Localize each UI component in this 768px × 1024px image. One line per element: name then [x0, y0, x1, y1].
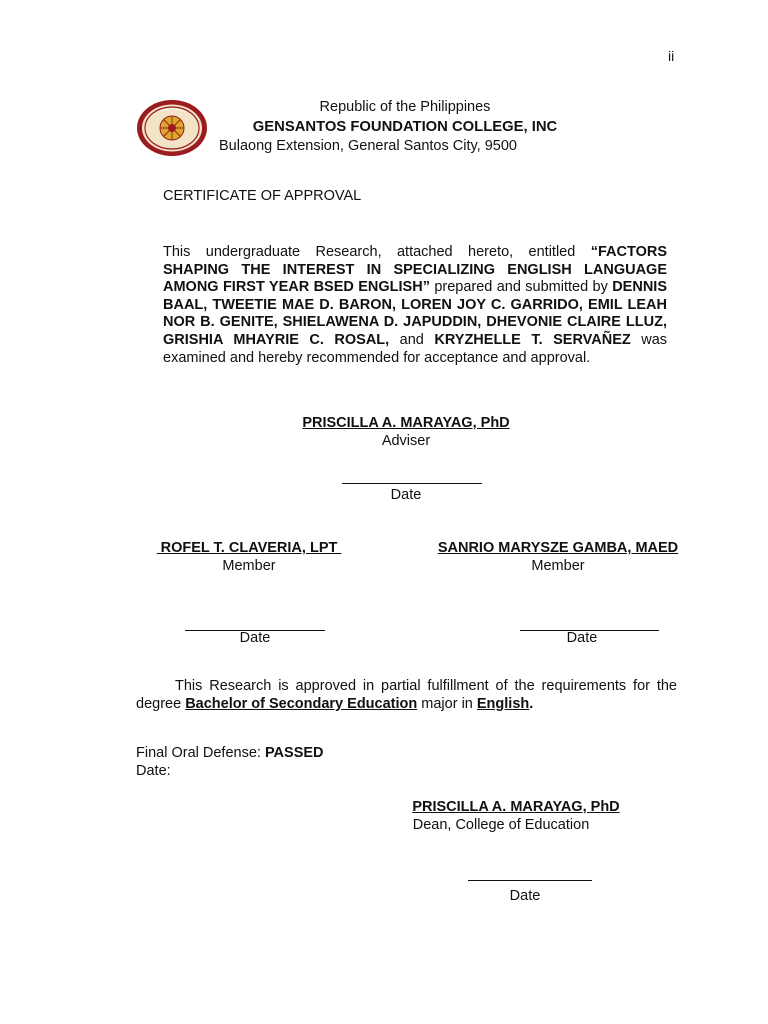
member-left-name: ROFEL T. CLAVERIA, LPT: [156, 540, 342, 556]
body-prepared-by: prepared and submitted by: [429, 279, 613, 296]
approval-text-1: This Research is approved in partial fulfillment of the requirements for the degree: [136, 678, 677, 712]
page-number: ii: [668, 48, 675, 64]
major-name: English: [476, 695, 530, 712]
certificate-body: [163, 244, 667, 367]
member-left-role: Member: [222, 557, 276, 574]
member-right-signature-block: [408, 540, 708, 575]
research-title: “FACTORS SHAPING THE INTEREST IN SPECIALIZING ENGLISH LANGUAGE AMONG FIRST YEAR BSED ENGLISH”: [163, 244, 667, 296]
defense-date-label: Date:: [136, 762, 171, 779]
member-right-name: SANRIO MARYSZE GAMBA, MAED: [437, 540, 679, 556]
college-address: Bulaong Extension, General Santos City, 9500: [219, 138, 517, 154]
degree-name: Bachelor of Secondary Education: [185, 695, 418, 712]
dean-date-label: Date: [509, 888, 541, 904]
adviser-signature-block: [256, 415, 556, 450]
author-list: DENNIS BAAL, TWEETIE MAE D. BARON, LOREN JOY C. GARRIDO, EMIL LEAH NOR B. GENITE, SHIELAWENA D. JAPUDDIN, DHEVONIE CLAIRE LLUZ, GRISHIA MHAYRIE C. ROSAL,: [163, 279, 667, 348]
member-right-date-label: Date: [566, 630, 598, 646]
dean-date-line: [468, 880, 592, 881]
college-name: GENSANTOS FOUNDATION COLLEGE, INC: [252, 118, 558, 135]
dean-role: Dean, College of Education: [412, 816, 590, 833]
adviser-date-label: Date: [390, 487, 422, 503]
dean-signature-block: [366, 799, 666, 834]
approval-statement: [136, 678, 677, 713]
body-intro: This undergraduate Research, attached hereto, entitled: [163, 244, 591, 260]
member-left-signature-block: [124, 540, 374, 575]
adviser-date-line: [342, 483, 482, 484]
dean-name: PRISCILLA A. MARAYAG, PhD: [412, 799, 620, 815]
oral-defense-block: [136, 745, 324, 780]
country-line: Republic of the Philippines: [319, 99, 491, 115]
defense-label: Final Oral Defense:: [136, 745, 265, 761]
defense-result: PASSED: [264, 745, 324, 761]
certificate-title: CERTIFICATE OF APPROVAL: [163, 188, 362, 204]
last-author: KRYZHELLE T. SERVAÑEZ: [434, 331, 631, 348]
body-closing: was examined and hereby recommended for acceptance and approval.: [163, 331, 668, 366]
document-header: [190, 98, 620, 157]
member-left-date-label: Date: [239, 630, 271, 646]
adviser-name: PRISCILLA A. MARAYAG, PhD: [302, 415, 510, 431]
approval-end: .: [529, 695, 534, 712]
body-and: and: [389, 331, 435, 348]
adviser-role: Adviser: [381, 432, 431, 449]
member-right-role: Member: [531, 557, 585, 574]
approval-text-2: major in: [417, 695, 477, 712]
